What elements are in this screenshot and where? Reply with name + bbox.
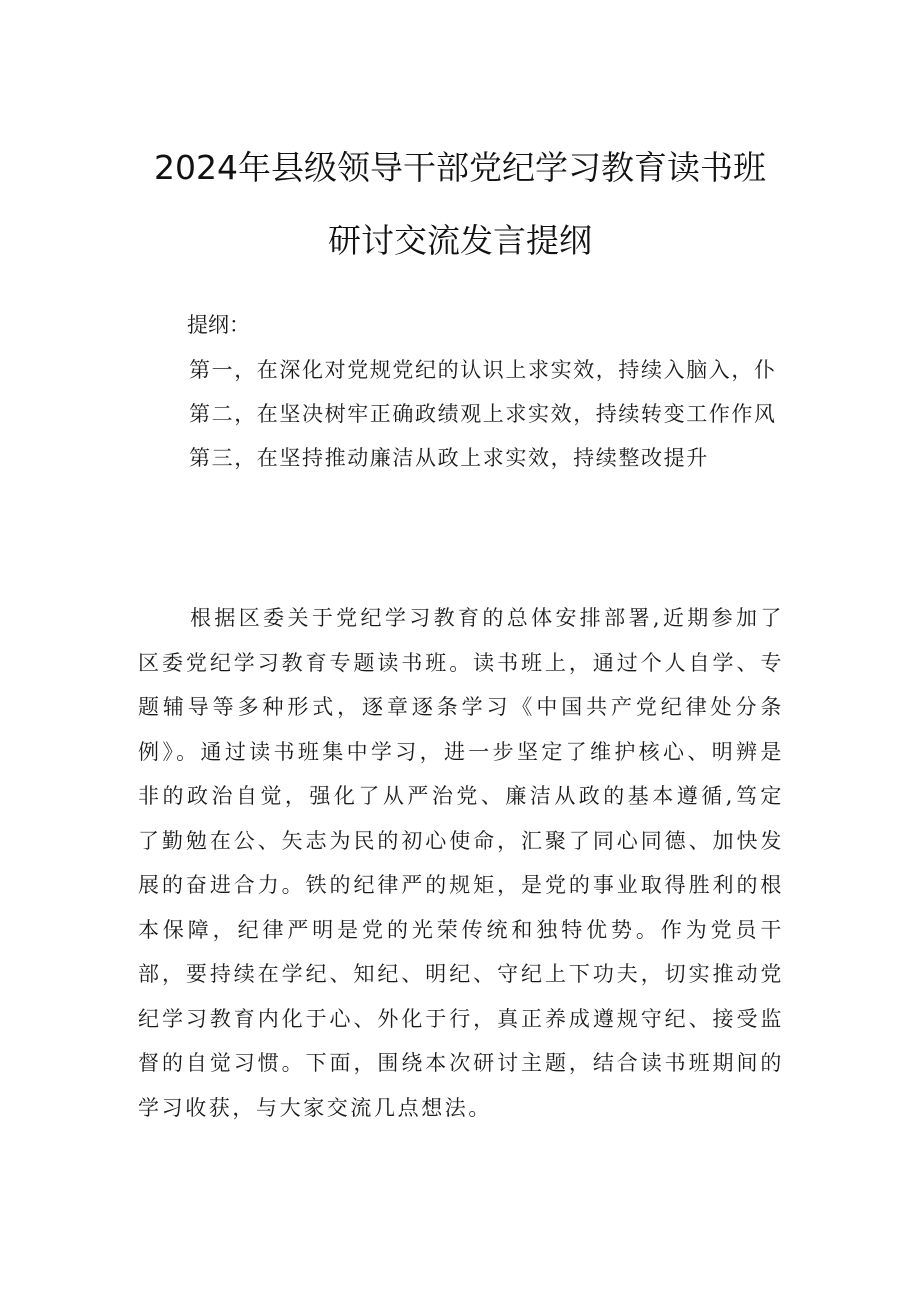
outline-item-2: 第二，在坚决树牢正确政绩观上求实效，持续转变工作作风: [189, 402, 777, 426]
body-paragraph: 根据区委关于党纪学习教育的总体安排部署,近期参加了区委党纪学习教育专题读书班。读书班上，通过个人自学、专题辅导等多种形式，逐章逐条学习《中国共产党纪律处分条例》。通过读书班集中学习，进一步坚定了维护核心、明辨是非的政治自觉，强化了从严治党、廉洁从政的基本遵循,笃定了勤勉在公、矢志为民的初心使命，汇聚了同心同德、加快发展的奋进合力。铁的纪律严的规矩，是党的事业取得胜利的根本保障，纪律严明是党的光荣传统和独特优势。作为党员干部，要持续在学纪、知纪、明纪、守纪上下功夫，切实推动党纪学习教育内化于心、外化于行，真正养成遵规守纪、接受监督的自觉习惯。下面，围绕本次研讨主题，结合读书班期间的学习收获，与大家交流几点想法。: [138, 606, 784, 1120]
outline-item-1: 第一，在深化对党规党纪的认识上求实效，持续入脑入，仆: [189, 358, 777, 382]
document-title-line-1: 2024年县级领导干部党纪学习教育读书班: [154, 148, 766, 187]
outline-list: [189, 354, 783, 486]
document-title-line-2: 研讨交流发言提纲: [328, 221, 592, 260]
outline-item-3: 第三，在坚持推动廉洁从政上求实效，持续整改提升: [189, 446, 709, 470]
outline-label: 提纲：: [187, 313, 250, 337]
